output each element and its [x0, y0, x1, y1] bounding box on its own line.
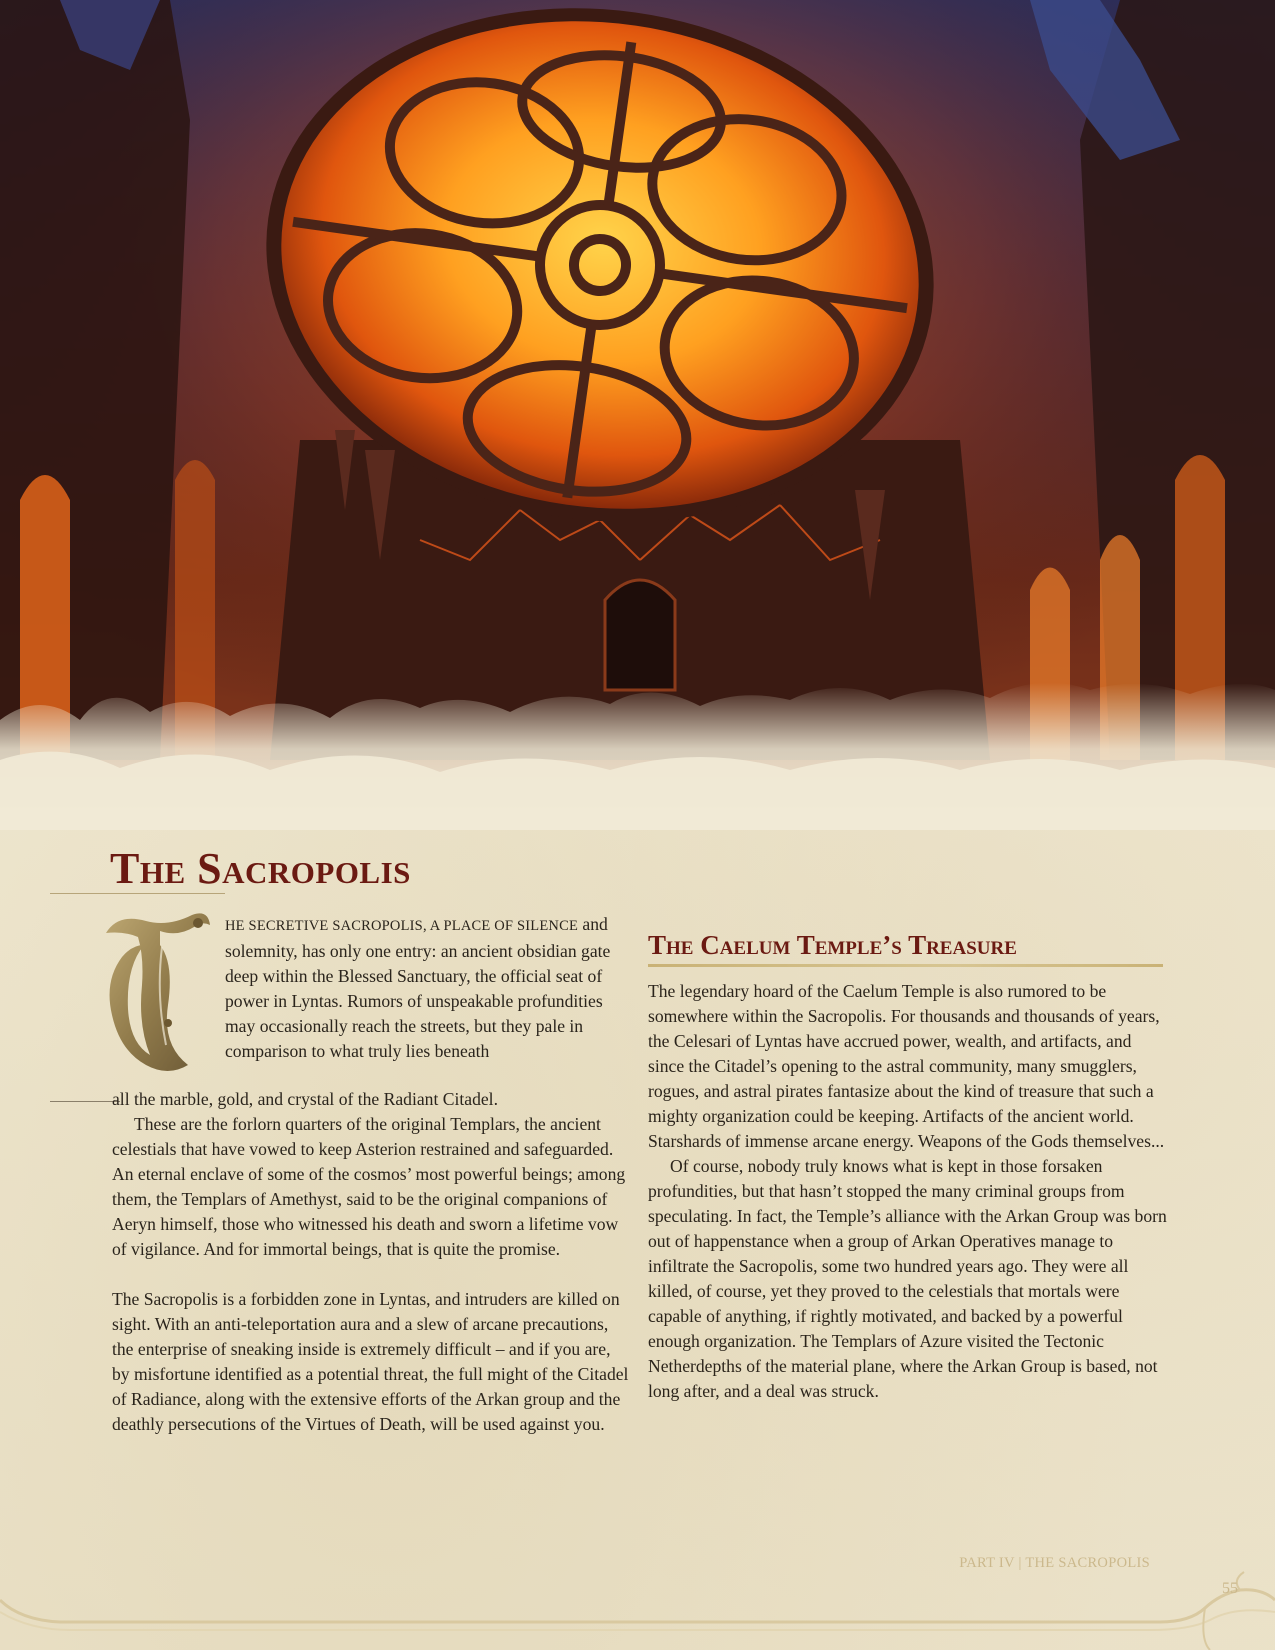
footer-ornament [0, 1560, 1275, 1650]
drop-cap-divider [50, 1101, 120, 1102]
page-title: The Sacropolis [110, 844, 411, 893]
running-footer: PART IV | THE SACROPOLIS [959, 1555, 1150, 1571]
section-divider [648, 964, 1163, 967]
lede-tail [112, 1087, 632, 1437]
drop-cap-ornament [98, 905, 218, 1085]
drop-cap [98, 905, 218, 1085]
right-column [648, 928, 1168, 1404]
lede-body: and solemnity, has only one entry: an ancient obsidian gate deep within the Blessed Sanctuary, the official seat of power in Lyntas. Rumors of unspeakable profundities may occasionally reach the streets, but they pale in comparison to what truly lies beneath [225, 914, 611, 1061]
page-number: 55 [1222, 1580, 1238, 1597]
title-divider [50, 893, 225, 894]
right-paragraph-1: The legendary hoard of the Caelum Temple is also rumored to be somewhere within the Sacropolis. For thousands and thousands of years, the Celesari of Lyntas have accrued power, wealth, and artifacts, and since the Citadel’s opening to the astral community, many smugglers, rogues, and astral pirates fantasize about the kind of treasure that such a mighty organization could be keeping. Artifacts of the ancient world. Starshards of immense arcane energy. Weapons of the Gods themselves... [648, 981, 1165, 1151]
lede-opening: HE SECRETIVE SACROPOLIS, A PLACE OF SILENCE [225, 918, 579, 934]
lede-tail-text: all the marble, gold, and crystal of the Radiant Citadel. [112, 1089, 498, 1109]
right-paragraph-2: Of course, nobody truly knows what is kept in those forsaken profundities, but that hasn’t stopped the many criminal groups from speculating. In fact, the Temple’s alliance with the Arkan Group was born out of happenstance when a group of Arkan Operatives manage to infiltrate the Sacropolis, some two hundred years ago. They were all killed, of course, yet they proved to the celestials that mortals were capable of anything, if rightly motivated, and backed by a powerful enough organization. The Templars of Azure visited the Tectonic Netherdepths of the material plane, where the Arkan Group is based, not long after, and a deal was struck. [648, 1156, 1167, 1401]
lede-paragraph [225, 912, 630, 1064]
left-paragraph-2: These are the forlorn quarters of the original Templars, the ancient celestials that have vowed to keep Asterion restrained and safeguarded. An eternal enclave of some of the cosmos’ most powerful beings; among them, the Templars of Amethyst, said to be the original companions of Aeryn himself, those who witnessed his death and sworn a lifetime vow of vigilance. And for immortal beings, that is quite the promise. [112, 1114, 626, 1259]
left-paragraph-3: The Sacropolis is a forbidden zone in Lyntas, and intruders are killed on sight. With an anti-teleportation aura and a slew of arcane precautions, the enterprise of sneaking inside is extremely difficult – and if you are, by misfortune identified as a potential threat, the full might of the Citadel of Radiance, along with the extensive efforts of the Arkan group and the deathly persecutions of the Virtues of Death, will be used against you. [112, 1289, 629, 1434]
section-heading: The Caelum Temple’s Treasure [648, 930, 1017, 960]
